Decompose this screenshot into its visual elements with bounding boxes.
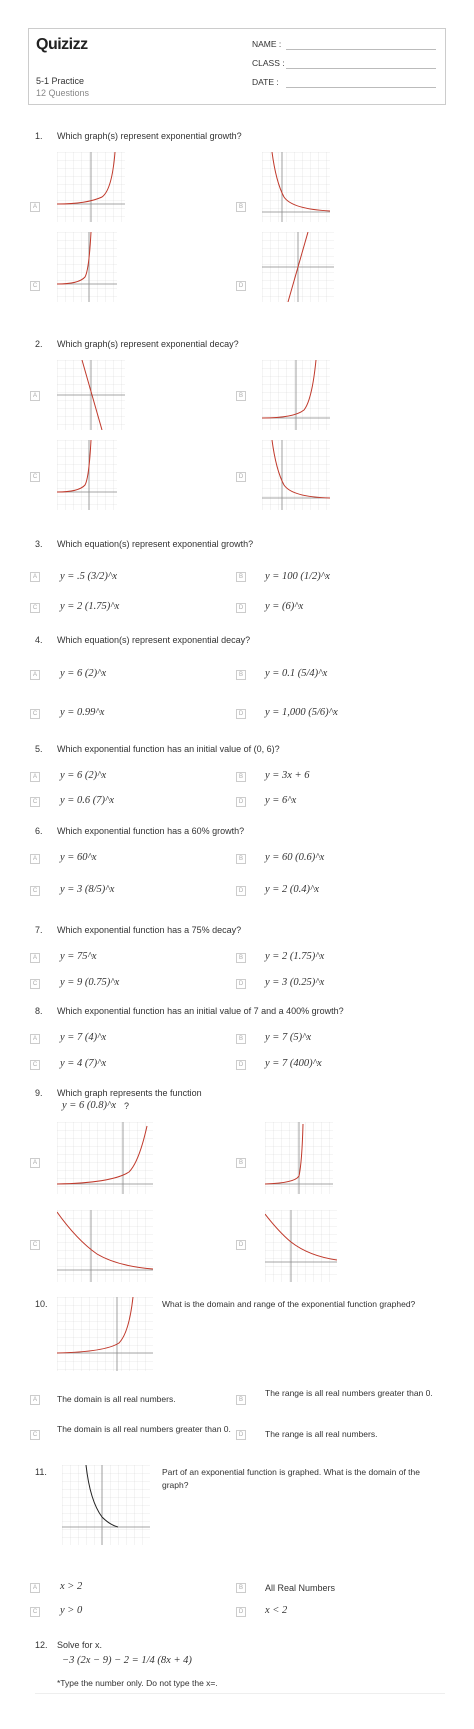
q5-answer-a: y = 6 (2)^x bbox=[60, 770, 107, 781]
name-line bbox=[286, 49, 436, 50]
q2-option-d[interactable]: D bbox=[236, 472, 246, 482]
q7-option-a[interactable]: A bbox=[30, 953, 40, 963]
q4-answer-a: y = 6 (2)^x bbox=[60, 668, 107, 679]
q9-graph-b bbox=[265, 1122, 333, 1194]
q6-option-b[interactable]: B bbox=[236, 854, 246, 864]
q8-option-b[interactable]: B bbox=[236, 1034, 246, 1044]
question-9-mark: ? bbox=[124, 1101, 130, 1111]
q5-answer-c: y = 0.6 (7)^x bbox=[60, 795, 115, 806]
question-12-text: Solve for x. bbox=[57, 1640, 103, 1650]
worksheet-title: 5-1 Practice bbox=[36, 76, 85, 86]
q11-option-d[interactable]: D bbox=[236, 1607, 246, 1617]
question-4-text: Which equation(s) represent exponential decay? bbox=[57, 635, 251, 645]
q10-option-a[interactable]: A bbox=[30, 1395, 40, 1405]
answer-line bbox=[35, 1693, 445, 1694]
question-1-number: 1. bbox=[35, 131, 43, 141]
q8-answer-a: y = 7 (4)^x bbox=[60, 1032, 107, 1043]
q4-answer-b: y = 0.1 (5/4)^x bbox=[265, 668, 328, 679]
date-line bbox=[286, 87, 436, 88]
q10-answer-d: The range is all real numbers. bbox=[265, 1429, 378, 1439]
q6-answer-b: y = 60 (0.6)^x bbox=[265, 852, 325, 863]
q4-option-a[interactable]: A bbox=[30, 670, 40, 680]
q8-option-c[interactable]: C bbox=[30, 1060, 40, 1070]
question-7-text: Which exponential function has a 75% decay? bbox=[57, 925, 242, 935]
q2-graph-d bbox=[262, 440, 330, 510]
q7-option-c[interactable]: C bbox=[30, 979, 40, 989]
q9-option-b[interactable]: B bbox=[236, 1158, 246, 1168]
q7-option-d[interactable]: D bbox=[236, 979, 246, 989]
q11-answer-c: y > 0 bbox=[60, 1605, 83, 1616]
q8-answer-b: y = 7 (5)^x bbox=[265, 1032, 312, 1043]
q4-option-d[interactable]: D bbox=[236, 709, 246, 719]
q10-graph bbox=[57, 1297, 153, 1371]
question-9-number: 9. bbox=[35, 1088, 43, 1098]
question-2-number: 2. bbox=[35, 339, 43, 349]
q5-answer-d: y = 6^x bbox=[265, 795, 297, 806]
q5-option-b[interactable]: B bbox=[236, 772, 246, 782]
q5-option-a[interactable]: A bbox=[30, 772, 40, 782]
q2-option-c[interactable]: C bbox=[30, 472, 40, 482]
q1-option-b[interactable]: B bbox=[236, 202, 246, 212]
q3-option-a[interactable]: A bbox=[30, 572, 40, 582]
class-label: CLASS : bbox=[252, 58, 285, 68]
q6-answer-c: y = 3 (8/5)^x bbox=[60, 884, 115, 895]
q2-graph-c bbox=[57, 440, 117, 510]
q9-graph-a bbox=[57, 1122, 153, 1194]
question-6-text: Which exponential function has a 60% growth? bbox=[57, 826, 245, 836]
q1-graph-b bbox=[262, 152, 330, 222]
q6-option-d[interactable]: D bbox=[236, 886, 246, 896]
q2-graph-a bbox=[57, 360, 125, 430]
q5-option-c[interactable]: C bbox=[30, 797, 40, 807]
q8-option-d[interactable]: D bbox=[236, 1060, 246, 1070]
question-9-function: y = 6 (0.8)^x bbox=[62, 1100, 117, 1111]
q11-answer-d: x < 2 bbox=[265, 1605, 288, 1616]
q2-graph-b bbox=[262, 360, 330, 430]
question-8-text: Which exponential function has an initial value of 7 and a 400% growth? bbox=[57, 1006, 344, 1016]
q5-answer-b: y = 3x + 6 bbox=[265, 770, 310, 781]
q9-option-d[interactable]: D bbox=[236, 1240, 246, 1250]
question-12-number: 12. bbox=[35, 1640, 48, 1650]
q6-answer-d: y = 2 (0.4)^x bbox=[265, 884, 320, 895]
name-label: NAME : bbox=[252, 39, 282, 49]
q4-answer-c: y = 0.99^x bbox=[60, 707, 105, 718]
q4-option-c[interactable]: C bbox=[30, 709, 40, 719]
q4-option-b[interactable]: B bbox=[236, 670, 246, 680]
q3-option-b[interactable]: B bbox=[236, 572, 246, 582]
question-9-text: Which graph represents the function bbox=[57, 1088, 202, 1098]
q11-option-c[interactable]: C bbox=[30, 1607, 40, 1617]
question-count: 12 Questions bbox=[36, 88, 90, 98]
q9-graph-d bbox=[265, 1210, 337, 1282]
q11-answer-a: x > 2 bbox=[60, 1581, 83, 1592]
q9-option-c[interactable]: C bbox=[30, 1240, 40, 1250]
q4-answer-d: y = 1,000 (5/6)^x bbox=[265, 707, 338, 718]
q7-answer-a: y = 75^x bbox=[60, 951, 97, 962]
question-11-number: 11. bbox=[35, 1467, 47, 1477]
q10-option-d[interactable]: D bbox=[236, 1430, 246, 1440]
q8-option-a[interactable]: A bbox=[30, 1034, 40, 1044]
question-4-number: 4. bbox=[35, 635, 43, 645]
question-1-text: Which graph(s) represent exponential growth? bbox=[57, 131, 242, 141]
q7-answer-c: y = 9 (0.75)^x bbox=[60, 977, 120, 988]
q8-answer-d: y = 7 (400)^x bbox=[265, 1058, 322, 1069]
question-12-equation: −3 (2x − 9) − 2 = 1/4 (8x + 4) bbox=[62, 1655, 192, 1666]
question-10-number: 10. bbox=[35, 1299, 48, 1309]
q10-answer-a: The domain is all real numbers. bbox=[57, 1394, 176, 1404]
question-11-text: Part of an exponential function is graphed. What is the domain of the graph? bbox=[162, 1467, 420, 1490]
question-5-number: 5. bbox=[35, 744, 43, 754]
q11-answer-b: All Real Numbers bbox=[265, 1583, 336, 1593]
question-7-number: 7. bbox=[35, 925, 43, 935]
question-8-number: 8. bbox=[35, 1006, 43, 1016]
question-2-text: Which graph(s) represent exponential decay? bbox=[57, 339, 239, 349]
q3-option-c[interactable]: C bbox=[30, 603, 40, 613]
class-line bbox=[286, 68, 436, 69]
q10-option-c[interactable]: C bbox=[30, 1430, 40, 1440]
q6-option-c[interactable]: C bbox=[30, 886, 40, 896]
q9-option-a[interactable]: A bbox=[30, 1158, 40, 1168]
worksheet-header bbox=[28, 28, 446, 105]
q1-graph-d bbox=[262, 232, 334, 302]
question-5-text: Which exponential function has an initial value of (0, 6)? bbox=[57, 744, 280, 754]
q11-option-b[interactable]: B bbox=[236, 1583, 246, 1593]
question-6-number: 6. bbox=[35, 826, 43, 836]
q10-answer-b: The range is all real numbers greater than 0. bbox=[265, 1388, 433, 1398]
q1-option-d[interactable]: D bbox=[236, 281, 246, 291]
q2-option-b[interactable]: B bbox=[236, 391, 246, 401]
question-3-text: Which equation(s) represent exponential growth? bbox=[57, 539, 254, 549]
q7-answer-d: y = 3 (0.25)^x bbox=[265, 977, 325, 988]
q3-answer-d: y = (6)^x bbox=[265, 601, 304, 612]
q3-answer-b: y = 100 (1/2)^x bbox=[265, 571, 330, 582]
date-label: DATE : bbox=[252, 77, 279, 87]
q7-option-b[interactable]: B bbox=[236, 953, 246, 963]
q8-answer-c: y = 4 (7)^x bbox=[60, 1058, 107, 1069]
q6-option-a[interactable]: A bbox=[30, 854, 40, 864]
q1-option-a[interactable]: A bbox=[30, 202, 40, 212]
q3-option-d[interactable]: D bbox=[236, 603, 246, 613]
q6-answer-a: y = 60^x bbox=[60, 852, 97, 863]
q3-answer-c: y = 2 (1.75)^x bbox=[60, 601, 120, 612]
q2-option-a[interactable]: A bbox=[30, 391, 40, 401]
q3-answer-a: y = .5 (3/2)^x bbox=[60, 571, 117, 582]
q10-answer-c: The domain is all real numbers greater than 0. bbox=[57, 1424, 231, 1434]
q9-graph-c bbox=[57, 1210, 153, 1282]
q7-answer-b: y = 2 (1.75)^x bbox=[265, 951, 325, 962]
question-12-note: *Type the number only. Do not type the x=. bbox=[57, 1678, 218, 1688]
q5-option-d[interactable]: D bbox=[236, 797, 246, 807]
q1-option-c[interactable]: C bbox=[30, 281, 40, 291]
q1-graph-a bbox=[57, 152, 125, 222]
quizizz-logo: Quizizz bbox=[36, 36, 88, 53]
question-3-number: 3. bbox=[35, 539, 43, 549]
q10-option-b[interactable]: B bbox=[236, 1395, 246, 1405]
q11-graph bbox=[62, 1465, 150, 1545]
q11-option-a[interactable]: A bbox=[30, 1583, 40, 1593]
q1-graph-c bbox=[57, 232, 117, 302]
question-10-text: What is the domain and range of the exponential function graphed? bbox=[162, 1299, 416, 1309]
